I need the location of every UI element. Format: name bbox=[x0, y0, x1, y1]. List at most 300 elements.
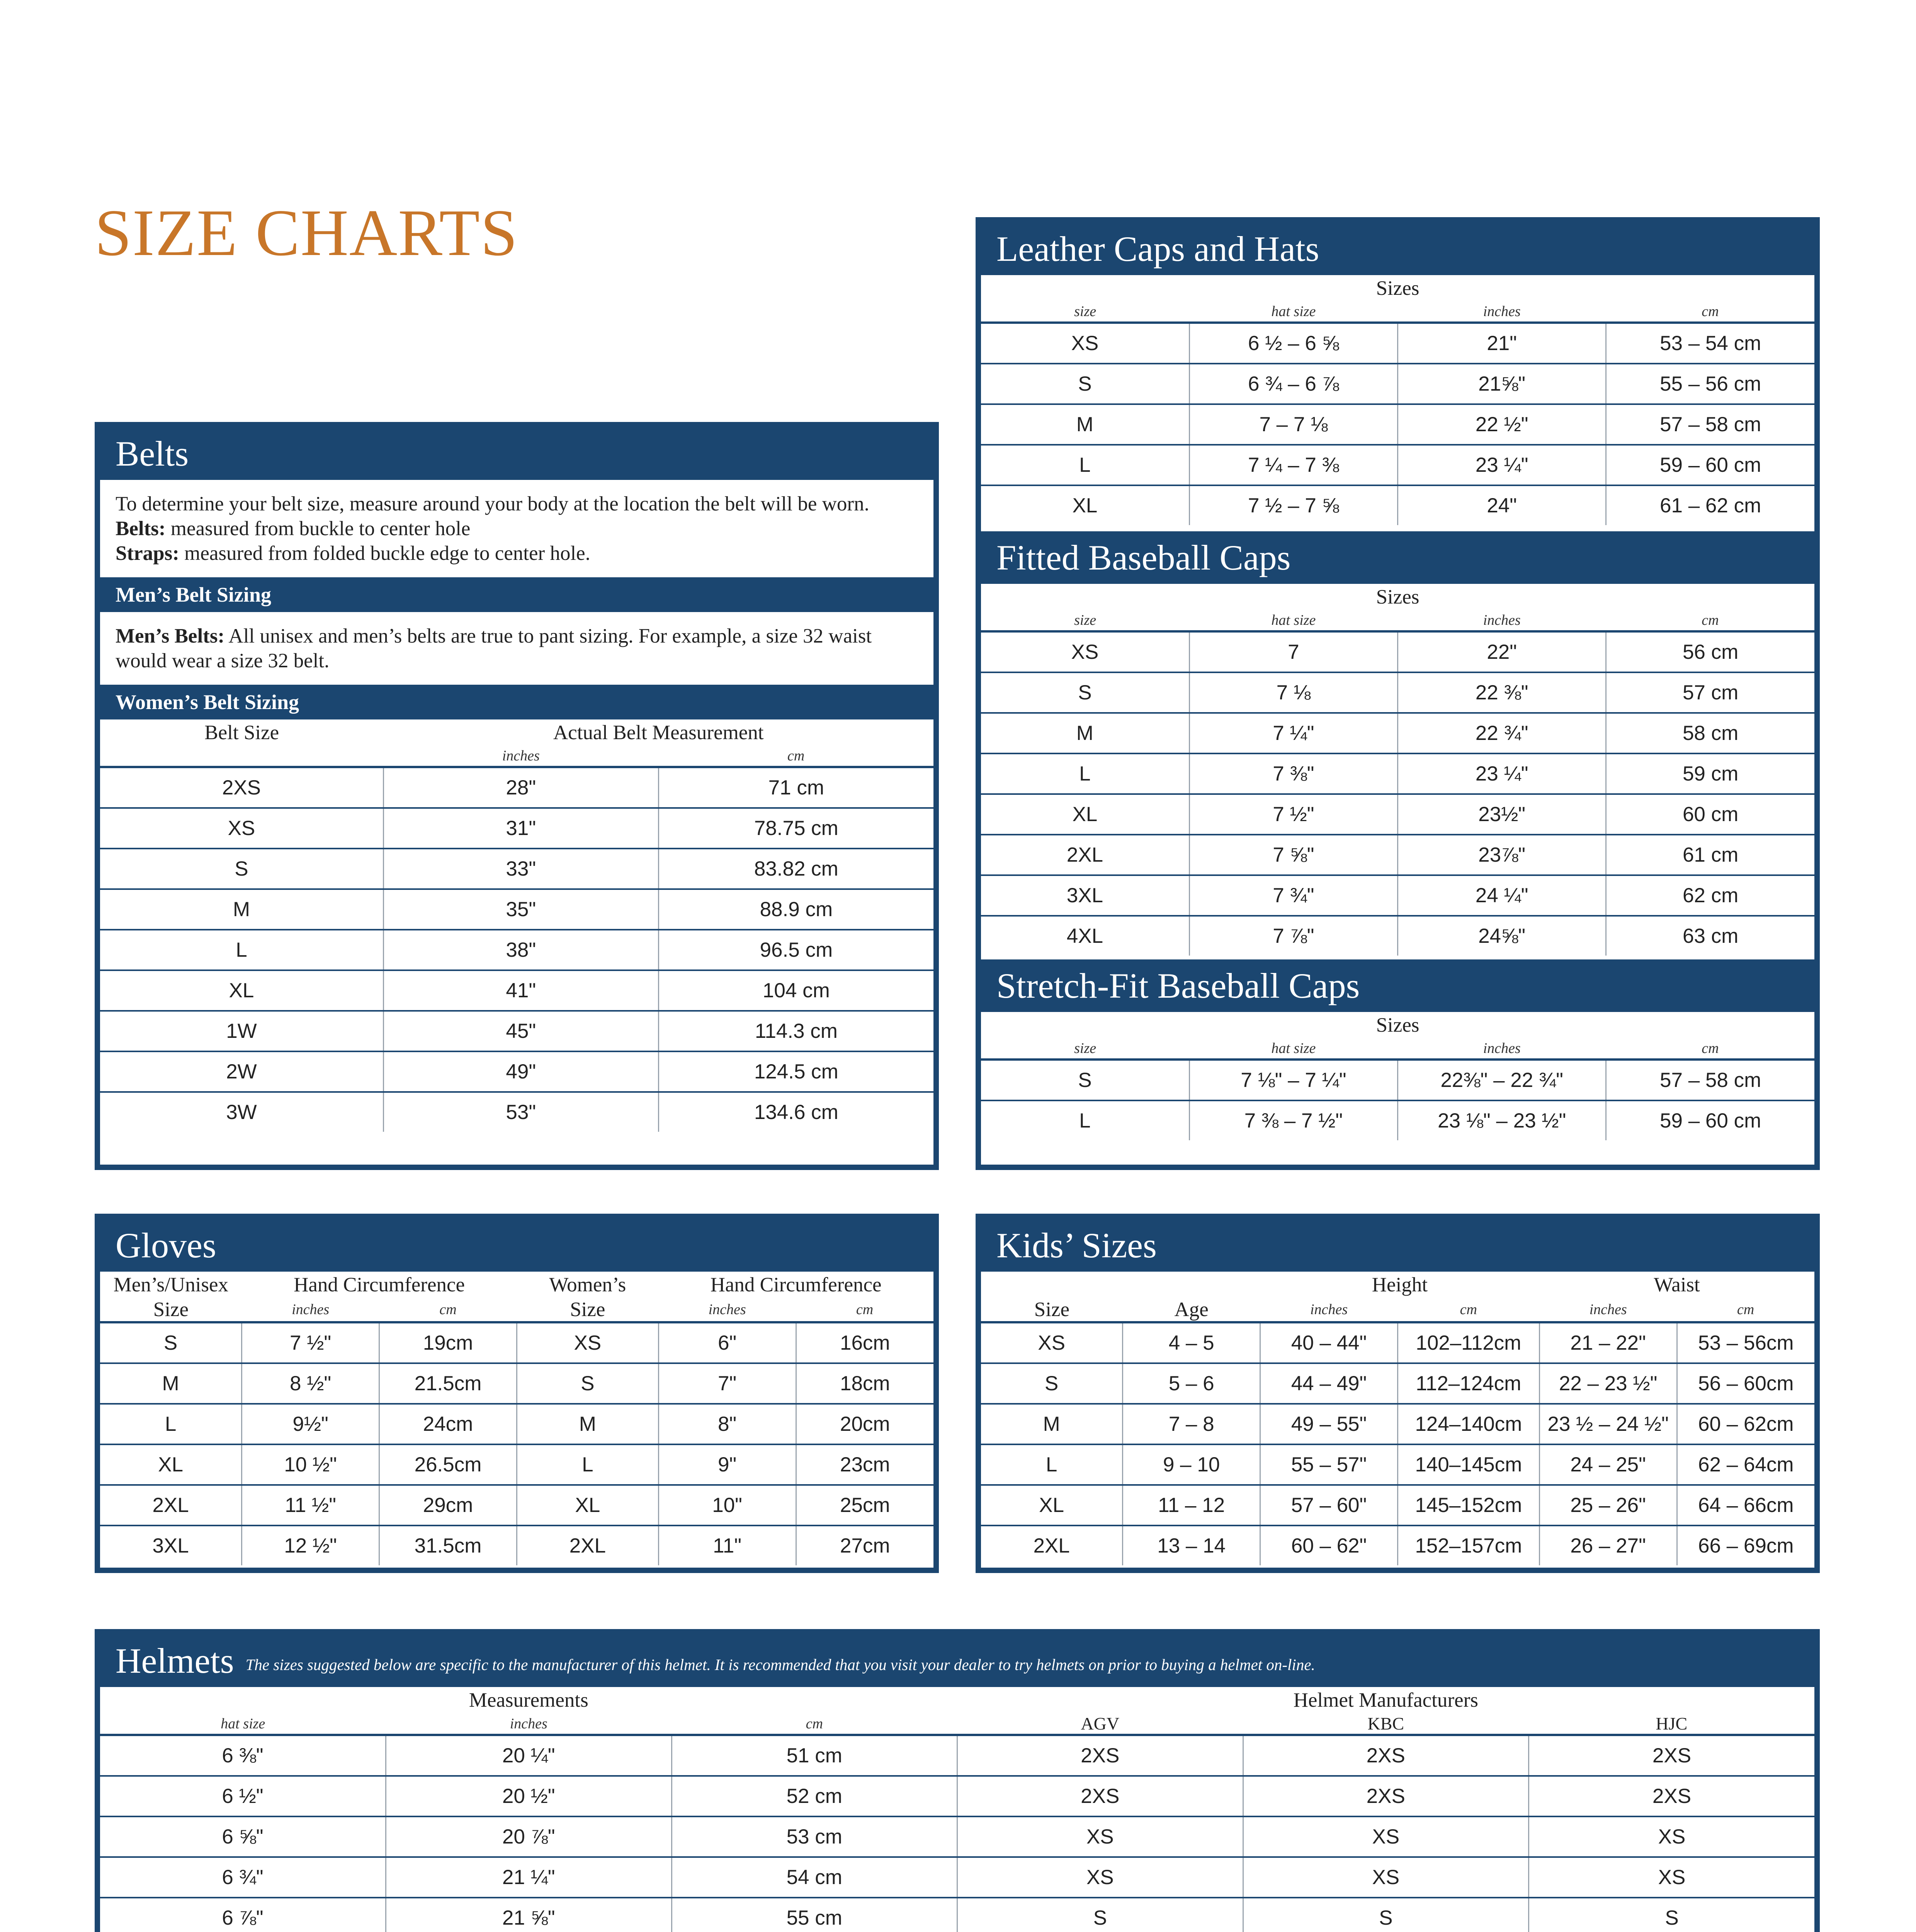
helmets-cell: 20 ¼" bbox=[386, 1735, 672, 1776]
leather-cell: 21" bbox=[1398, 323, 1606, 364]
stretch-cell: 7 ⅛" – 7 ¼" bbox=[1189, 1060, 1397, 1100]
kids-cell: 60 – 62cm bbox=[1677, 1404, 1814, 1444]
leather-row bbox=[981, 364, 1814, 404]
helmets-measure-header: Measurements bbox=[469, 1689, 588, 1711]
mens-belt-label: Men’s Belts: bbox=[116, 625, 225, 647]
belts-text: measured from buckle to center hole bbox=[165, 517, 471, 540]
kids-cell: 124–140cm bbox=[1397, 1404, 1539, 1444]
belts-intro-note bbox=[100, 480, 933, 577]
helmets-cell: S bbox=[957, 1898, 1243, 1932]
fitted-cell: 22 ⅜" bbox=[1398, 672, 1606, 713]
belts-table bbox=[100, 719, 933, 1132]
kids-sub-waist-cm: cm bbox=[1737, 1301, 1754, 1318]
helmets-title: Helmets bbox=[116, 1641, 234, 1680]
kids-cell: 7 – 8 bbox=[1123, 1404, 1260, 1444]
helmets-cell: XS bbox=[1243, 1857, 1529, 1898]
straps-text: measured from folded buckle edge to center hole. bbox=[179, 542, 590, 565]
leather-cell: 23 ¼" bbox=[1398, 445, 1606, 485]
stretch-cell: 22⅜" – 22 ¾" bbox=[1398, 1060, 1606, 1100]
leather-cell: 7 – 7 ⅛ bbox=[1189, 404, 1397, 445]
helmets-cell: XS bbox=[1529, 1857, 1815, 1898]
stretch-cell: 23 ⅛" – 23 ½" bbox=[1398, 1100, 1606, 1140]
fitted-cell: 7 bbox=[1189, 631, 1397, 672]
leather-row bbox=[981, 445, 1814, 485]
fitted-cell: 23 ¼" bbox=[1398, 753, 1606, 794]
kids-cell: 145–152cm bbox=[1397, 1485, 1539, 1526]
page-title: SIZE CHARTS bbox=[95, 196, 519, 270]
stretch-sub-size: size bbox=[1074, 1040, 1097, 1056]
leather-cell: XS bbox=[981, 323, 1189, 364]
kids-cell: 62 – 64cm bbox=[1677, 1444, 1814, 1485]
belts-row bbox=[100, 970, 933, 1011]
fitted-cell: 24⅝" bbox=[1398, 916, 1606, 956]
fitted-row bbox=[981, 916, 1814, 956]
kids-cell: M bbox=[981, 1404, 1123, 1444]
leather-sub-size: size bbox=[1074, 303, 1097, 320]
gloves-row bbox=[100, 1363, 933, 1404]
kids-row bbox=[981, 1444, 1814, 1485]
fitted-row bbox=[981, 794, 1814, 835]
fitted-cell: XL bbox=[981, 794, 1189, 835]
belts-cell: 45" bbox=[383, 1011, 658, 1051]
leather-cell: 59 – 60 cm bbox=[1606, 445, 1814, 485]
stretch-cell: 59 – 60 cm bbox=[1606, 1100, 1814, 1140]
straps-label: Straps: bbox=[116, 542, 179, 565]
kids-cell: 5 – 6 bbox=[1123, 1363, 1260, 1404]
helmets-cell: XS bbox=[1243, 1816, 1529, 1857]
stretch-caps-title: Stretch-Fit Baseball Caps bbox=[981, 959, 1814, 1012]
helmets-cell: 20 ⅞" bbox=[386, 1816, 672, 1857]
gloves-cell: 12 ½" bbox=[242, 1526, 379, 1565]
stretch-cell: 57 – 58 cm bbox=[1606, 1060, 1814, 1100]
kids-cell: L bbox=[981, 1444, 1123, 1485]
belts-cell: 124.5 cm bbox=[658, 1051, 933, 1092]
helmets-cell: 6 ½" bbox=[100, 1776, 386, 1816]
helmets-cell: 55 cm bbox=[672, 1898, 957, 1932]
kids-table bbox=[981, 1272, 1814, 1565]
kids-cell: 152–157cm bbox=[1397, 1526, 1539, 1565]
helmets-cell: S bbox=[1529, 1898, 1815, 1932]
gloves-sub-cm-1: cm bbox=[439, 1301, 457, 1318]
kids-cell: 53 – 56cm bbox=[1677, 1322, 1814, 1363]
helmets-cell: 2XS bbox=[957, 1776, 1243, 1816]
leather-cell: L bbox=[981, 445, 1189, 485]
belts-cell: 1W bbox=[100, 1011, 383, 1051]
kids-cell: 66 – 69cm bbox=[1677, 1526, 1814, 1565]
fitted-cell: 7 ⅜" bbox=[1189, 753, 1397, 794]
belts-cell: 41" bbox=[383, 970, 658, 1011]
belts-row bbox=[100, 1011, 933, 1051]
gloves-cell: 24cm bbox=[379, 1404, 517, 1444]
leather-cell: 24" bbox=[1398, 485, 1606, 525]
belts-cell: 96.5 cm bbox=[658, 930, 933, 970]
belt-sub-blank bbox=[100, 746, 383, 767]
fitted-cell: 23½" bbox=[1398, 794, 1606, 835]
helmets-panel bbox=[95, 1629, 1820, 1932]
fitted-caps-title: Fitted Baseball Caps bbox=[981, 531, 1814, 584]
belt-sub-cm: cm bbox=[787, 748, 805, 764]
kids-header-blank-2 bbox=[1123, 1272, 1260, 1298]
stretch-cell: S bbox=[981, 1060, 1189, 1100]
belts-row bbox=[100, 1051, 933, 1092]
kids-sub-height-cm: cm bbox=[1460, 1301, 1477, 1318]
leather-row bbox=[981, 485, 1814, 525]
kids-cell: 102–112cm bbox=[1397, 1322, 1539, 1363]
helmets-sub-hat: hat size bbox=[221, 1715, 265, 1732]
fitted-cell: 7 ⅝" bbox=[1189, 835, 1397, 875]
gloves-cell: 27cm bbox=[796, 1526, 933, 1565]
helmets-cell: 2XS bbox=[1243, 1735, 1529, 1776]
leather-cell: 6 ½ – 6 ⅝ bbox=[1189, 323, 1397, 364]
gloves-cell: 2XL bbox=[100, 1485, 242, 1526]
belts-cell: 2W bbox=[100, 1051, 383, 1092]
stretch-caps-table bbox=[981, 1012, 1814, 1140]
stretch-cell: L bbox=[981, 1100, 1189, 1140]
kids-waist-header: Waist bbox=[1654, 1274, 1700, 1296]
fitted-cell: 3XL bbox=[981, 875, 1189, 916]
belt-size-header: Belt Size bbox=[204, 721, 279, 744]
gloves-mens-header-2: Size bbox=[153, 1298, 189, 1321]
gloves-cell: M bbox=[100, 1363, 242, 1404]
gloves-cell: 8" bbox=[658, 1404, 796, 1444]
fitted-sub-hat: hat size bbox=[1271, 612, 1316, 628]
gloves-panel bbox=[95, 1214, 939, 1573]
helmets-cell: S bbox=[1243, 1898, 1529, 1932]
helmets-cell: 20 ½" bbox=[386, 1776, 672, 1816]
belts-cell: M bbox=[100, 889, 383, 930]
leather-row bbox=[981, 323, 1814, 364]
kids-cell: 13 – 14 bbox=[1123, 1526, 1260, 1565]
gloves-cell: 10" bbox=[658, 1485, 796, 1526]
belts-row bbox=[100, 930, 933, 970]
kids-cell: 23 ½ – 24 ½" bbox=[1539, 1404, 1677, 1444]
leather-cell: XL bbox=[981, 485, 1189, 525]
gloves-cell: XS bbox=[517, 1322, 658, 1363]
belts-label: Belts: bbox=[116, 517, 166, 540]
stretch-cell: 7 ⅜ – 7 ½" bbox=[1189, 1100, 1397, 1140]
kids-cell: 40 – 44" bbox=[1260, 1322, 1398, 1363]
kids-cell: 25 – 26" bbox=[1539, 1485, 1677, 1526]
helmets-row bbox=[100, 1898, 1814, 1932]
leather-cell: 55 – 56 cm bbox=[1606, 364, 1814, 404]
kids-row bbox=[981, 1404, 1814, 1444]
gloves-cell: XL bbox=[100, 1444, 242, 1485]
fitted-cell: 61 cm bbox=[1606, 835, 1814, 875]
gloves-circ-header-1: Hand Circumference bbox=[294, 1274, 465, 1296]
mens-belt-text: All unisex and men’s belts are true to pant sizing. For example, a size 32 waist would wear a size 32 belt. bbox=[116, 625, 872, 672]
fitted-sizes-header: Sizes bbox=[1376, 586, 1420, 608]
gloves-cell: XL bbox=[517, 1485, 658, 1526]
kids-sub-height-inches: inches bbox=[1310, 1301, 1348, 1318]
fitted-sub-cm: cm bbox=[1702, 612, 1719, 628]
kids-size-header: Size bbox=[1034, 1298, 1069, 1321]
kids-sub-waist-inches: inches bbox=[1589, 1301, 1627, 1318]
fitted-sub-size: size bbox=[1074, 612, 1097, 628]
helmets-cell: 21 ¼" bbox=[386, 1857, 672, 1898]
kids-cell: XL bbox=[981, 1485, 1123, 1526]
kids-cell: 56 – 60cm bbox=[1677, 1363, 1814, 1404]
gloves-row bbox=[100, 1444, 933, 1485]
gloves-sub-inches-1: inches bbox=[292, 1301, 330, 1318]
helmets-cell: 21 ⅝" bbox=[386, 1898, 672, 1932]
stretch-caps-rows bbox=[981, 1060, 1814, 1140]
gloves-cell: 19cm bbox=[379, 1322, 517, 1363]
helmets-cell: 51 cm bbox=[672, 1735, 957, 1776]
fitted-cell: 4XL bbox=[981, 916, 1189, 956]
helmets-cell: 2XS bbox=[1243, 1776, 1529, 1816]
helmets-cell: 6 ⅜" bbox=[100, 1735, 386, 1776]
fitted-cell: 7 ⅛ bbox=[1189, 672, 1397, 713]
fitted-cell: XS bbox=[981, 631, 1189, 672]
leather-cell: S bbox=[981, 364, 1189, 404]
leather-row bbox=[981, 404, 1814, 445]
kids-panel bbox=[976, 1214, 1820, 1573]
kids-title: Kids’ Sizes bbox=[981, 1219, 1814, 1272]
belts-cell: 71 cm bbox=[658, 767, 933, 808]
belts-cell: 31" bbox=[383, 808, 658, 849]
helmets-cell: 54 cm bbox=[672, 1857, 957, 1898]
helmets-manuf-header: Helmet Manufacturers bbox=[1293, 1689, 1478, 1711]
stretch-row bbox=[981, 1060, 1814, 1100]
helmets-cell: 6 ⅞" bbox=[100, 1898, 386, 1932]
gloves-sub-inches-2: inches bbox=[708, 1301, 746, 1318]
kids-cell: 21 – 22" bbox=[1539, 1322, 1677, 1363]
belts-title: Belts bbox=[100, 427, 933, 480]
belts-cell: 83.82 cm bbox=[658, 849, 933, 889]
kids-cell: 57 – 60" bbox=[1260, 1485, 1398, 1526]
belts-measure-note bbox=[116, 516, 918, 541]
kids-cell: 9 – 10 bbox=[1123, 1444, 1260, 1485]
gloves-table bbox=[100, 1272, 933, 1565]
helmets-note: The sizes suggested below are specific to the manufacturer of this helmet. It is recommended that you visit your dealer to try helmets on prior to buying a helmet on-line. bbox=[245, 1655, 1315, 1673]
helmets-cell: 2XS bbox=[1529, 1776, 1815, 1816]
gloves-cell: 31.5cm bbox=[379, 1526, 517, 1565]
gloves-cell: 21.5cm bbox=[379, 1363, 517, 1404]
gloves-cell: M bbox=[517, 1404, 658, 1444]
helmets-cell: XS bbox=[957, 1857, 1243, 1898]
gloves-cell: 6" bbox=[658, 1322, 796, 1363]
belts-cell: 53" bbox=[383, 1092, 658, 1132]
fitted-row bbox=[981, 672, 1814, 713]
gloves-cell: 10 ½" bbox=[242, 1444, 379, 1485]
mens-belt-heading: Men’s Belt Sizing bbox=[100, 577, 933, 612]
gloves-cell: 9" bbox=[658, 1444, 796, 1485]
kids-row bbox=[981, 1322, 1814, 1363]
helmets-header bbox=[100, 1634, 1814, 1687]
fitted-sub-inches: inches bbox=[1483, 612, 1521, 628]
gloves-row bbox=[100, 1322, 933, 1363]
belts-cell: L bbox=[100, 930, 383, 970]
helmets-sub-inches: inches bbox=[510, 1715, 547, 1732]
gloves-womens-header-2: Size bbox=[570, 1298, 605, 1321]
kids-cell: 112–124cm bbox=[1397, 1363, 1539, 1404]
gloves-title: Gloves bbox=[100, 1219, 933, 1272]
helmets-table bbox=[100, 1687, 1814, 1932]
fitted-row bbox=[981, 753, 1814, 794]
belts-cell: 114.3 cm bbox=[658, 1011, 933, 1051]
fitted-cell: 2XL bbox=[981, 835, 1189, 875]
gloves-cell: 11" bbox=[658, 1526, 796, 1565]
kids-cell: 55 – 57" bbox=[1260, 1444, 1398, 1485]
gloves-cell: 25cm bbox=[796, 1485, 933, 1526]
leather-caps-panel bbox=[976, 217, 1820, 537]
belts-cell: 35" bbox=[383, 889, 658, 930]
helmets-row bbox=[100, 1776, 1814, 1816]
gloves-cell: 26.5cm bbox=[379, 1444, 517, 1485]
gloves-cell: 2XL bbox=[517, 1526, 658, 1565]
kids-cell: 22 – 23 ½" bbox=[1539, 1363, 1677, 1404]
kids-cell: S bbox=[981, 1363, 1123, 1404]
stretch-sub-inches: inches bbox=[1483, 1040, 1521, 1056]
belts-cell: 88.9 cm bbox=[658, 889, 933, 930]
fitted-cell: 22 ¾" bbox=[1398, 713, 1606, 753]
fitted-cell: 62 cm bbox=[1606, 875, 1814, 916]
belts-cell: 2XS bbox=[100, 767, 383, 808]
belts-cell: 104 cm bbox=[658, 970, 933, 1011]
belts-cell: 78.75 cm bbox=[658, 808, 933, 849]
gloves-mens-header-1: Men’s/Unisex bbox=[113, 1274, 229, 1296]
kids-row bbox=[981, 1363, 1814, 1404]
gloves-cell: 23cm bbox=[796, 1444, 933, 1485]
fitted-row bbox=[981, 875, 1814, 916]
kids-row bbox=[981, 1526, 1814, 1565]
fitted-cell: 7 ¾" bbox=[1189, 875, 1397, 916]
kids-row bbox=[981, 1485, 1814, 1526]
belts-row bbox=[100, 889, 933, 930]
gloves-cell: 7 ½" bbox=[242, 1322, 379, 1363]
leather-caps-table bbox=[981, 275, 1814, 525]
gloves-sub-cm-2: cm bbox=[856, 1301, 874, 1318]
belts-cell: 3W bbox=[100, 1092, 383, 1132]
fitted-cell: 56 cm bbox=[1606, 631, 1814, 672]
belts-row bbox=[100, 808, 933, 849]
gloves-cell: 11 ½" bbox=[242, 1485, 379, 1526]
leather-cell: 61 – 62 cm bbox=[1606, 485, 1814, 525]
fitted-cell: 22" bbox=[1398, 631, 1606, 672]
fitted-row bbox=[981, 835, 1814, 875]
helmets-cell: 53 cm bbox=[672, 1816, 957, 1857]
belts-row bbox=[100, 1092, 933, 1132]
helmets-hjc-header: HJC bbox=[1656, 1714, 1688, 1733]
helmets-rows bbox=[100, 1735, 1814, 1932]
helmets-cell: 2XS bbox=[957, 1735, 1243, 1776]
leather-cell: 22 ½" bbox=[1398, 404, 1606, 445]
kids-cell: 26 – 27" bbox=[1539, 1526, 1677, 1565]
fitted-row bbox=[981, 713, 1814, 753]
gloves-row bbox=[100, 1485, 933, 1526]
kids-cell: 60 – 62" bbox=[1260, 1526, 1398, 1565]
stretch-sub-hat: hat size bbox=[1271, 1040, 1316, 1056]
kids-age-header: Age bbox=[1174, 1298, 1209, 1321]
stretch-sub-cm: cm bbox=[1702, 1040, 1719, 1056]
kids-height-header: Height bbox=[1372, 1274, 1428, 1296]
belts-cell: 134.6 cm bbox=[658, 1092, 933, 1132]
gloves-cell: S bbox=[517, 1363, 658, 1404]
gloves-rows bbox=[100, 1322, 933, 1565]
kids-cell: XS bbox=[981, 1322, 1123, 1363]
helmets-sub-cm: cm bbox=[806, 1715, 823, 1732]
stretch-caps-panel bbox=[976, 959, 1820, 1170]
leather-cell: 57 – 58 cm bbox=[1606, 404, 1814, 445]
gloves-cell: S bbox=[100, 1322, 242, 1363]
helmets-agv-header: AGV bbox=[1081, 1714, 1120, 1733]
helmets-cell: 6 ¾" bbox=[100, 1857, 386, 1898]
fitted-cell: L bbox=[981, 753, 1189, 794]
fitted-cell: 59 cm bbox=[1606, 753, 1814, 794]
kids-cell: 49 – 55" bbox=[1260, 1404, 1398, 1444]
leather-sub-hat: hat size bbox=[1271, 303, 1316, 320]
fitted-cell: 7 ½" bbox=[1189, 794, 1397, 835]
fitted-cell: S bbox=[981, 672, 1189, 713]
gloves-cell: 29cm bbox=[379, 1485, 517, 1526]
belts-panel bbox=[95, 422, 939, 1170]
leather-sub-cm: cm bbox=[1702, 303, 1719, 320]
belts-cell: 33" bbox=[383, 849, 658, 889]
belts-row bbox=[100, 849, 933, 889]
belts-cell: 38" bbox=[383, 930, 658, 970]
kids-cell: 2XL bbox=[981, 1526, 1123, 1565]
helmets-row bbox=[100, 1857, 1814, 1898]
helmets-cell: 52 cm bbox=[672, 1776, 957, 1816]
gloves-cell: L bbox=[100, 1404, 242, 1444]
belts-cell: 49" bbox=[383, 1051, 658, 1092]
kids-cell: 140–145cm bbox=[1397, 1444, 1539, 1485]
gloves-row bbox=[100, 1526, 933, 1565]
leather-cell: 21⅝" bbox=[1398, 364, 1606, 404]
belts-intro: To determine your belt size, measure around your body at the location the belt will be worn. bbox=[116, 493, 869, 515]
stretch-sizes-header: Sizes bbox=[1376, 1014, 1420, 1036]
gloves-cell: 9½" bbox=[242, 1404, 379, 1444]
fitted-cell: 60 cm bbox=[1606, 794, 1814, 835]
fitted-cell: 7 ¼" bbox=[1189, 713, 1397, 753]
gloves-cell: 16cm bbox=[796, 1322, 933, 1363]
leather-sub-inches: inches bbox=[1483, 303, 1521, 320]
gloves-cell: 7" bbox=[658, 1363, 796, 1404]
belts-cell: S bbox=[100, 849, 383, 889]
belt-measure-header: Actual Belt Measurement bbox=[553, 721, 764, 744]
leather-cell: 7 ½ – 7 ⅝ bbox=[1189, 485, 1397, 525]
straps-measure-note bbox=[116, 541, 918, 566]
helmets-cell: XS bbox=[957, 1816, 1243, 1857]
gloves-cell: 8 ½" bbox=[242, 1363, 379, 1404]
kids-cell: 64 – 66cm bbox=[1677, 1485, 1814, 1526]
fitted-cell: 23⅞" bbox=[1398, 835, 1606, 875]
belts-cell: 28" bbox=[383, 767, 658, 808]
kids-cell: 44 – 49" bbox=[1260, 1363, 1398, 1404]
helmets-cell: 2XS bbox=[1529, 1735, 1815, 1776]
belts-cell: XL bbox=[100, 970, 383, 1011]
fitted-cell: 63 cm bbox=[1606, 916, 1814, 956]
helmets-row bbox=[100, 1735, 1814, 1776]
stretch-row bbox=[981, 1100, 1814, 1140]
leather-caps-rows bbox=[981, 323, 1814, 525]
mens-belt-note bbox=[100, 612, 933, 685]
gloves-circ-header-2: Hand Circumference bbox=[710, 1274, 882, 1296]
leather-cell: 53 – 54 cm bbox=[1606, 323, 1814, 364]
belts-cell: XS bbox=[100, 808, 383, 849]
gloves-cell: L bbox=[517, 1444, 658, 1485]
womens-belt-heading: Women’s Belt Sizing bbox=[100, 685, 933, 719]
leather-cell: 7 ¼ – 7 ⅜ bbox=[1189, 445, 1397, 485]
gloves-cell: 20cm bbox=[796, 1404, 933, 1444]
helmets-cell: XS bbox=[1529, 1816, 1815, 1857]
kids-cell: 4 – 5 bbox=[1123, 1322, 1260, 1363]
kids-cell: 11 – 12 bbox=[1123, 1485, 1260, 1526]
belts-rows bbox=[100, 767, 933, 1132]
fitted-caps-rows bbox=[981, 631, 1814, 956]
fitted-caps-panel bbox=[976, 531, 1820, 965]
gloves-cell: 3XL bbox=[100, 1526, 242, 1565]
